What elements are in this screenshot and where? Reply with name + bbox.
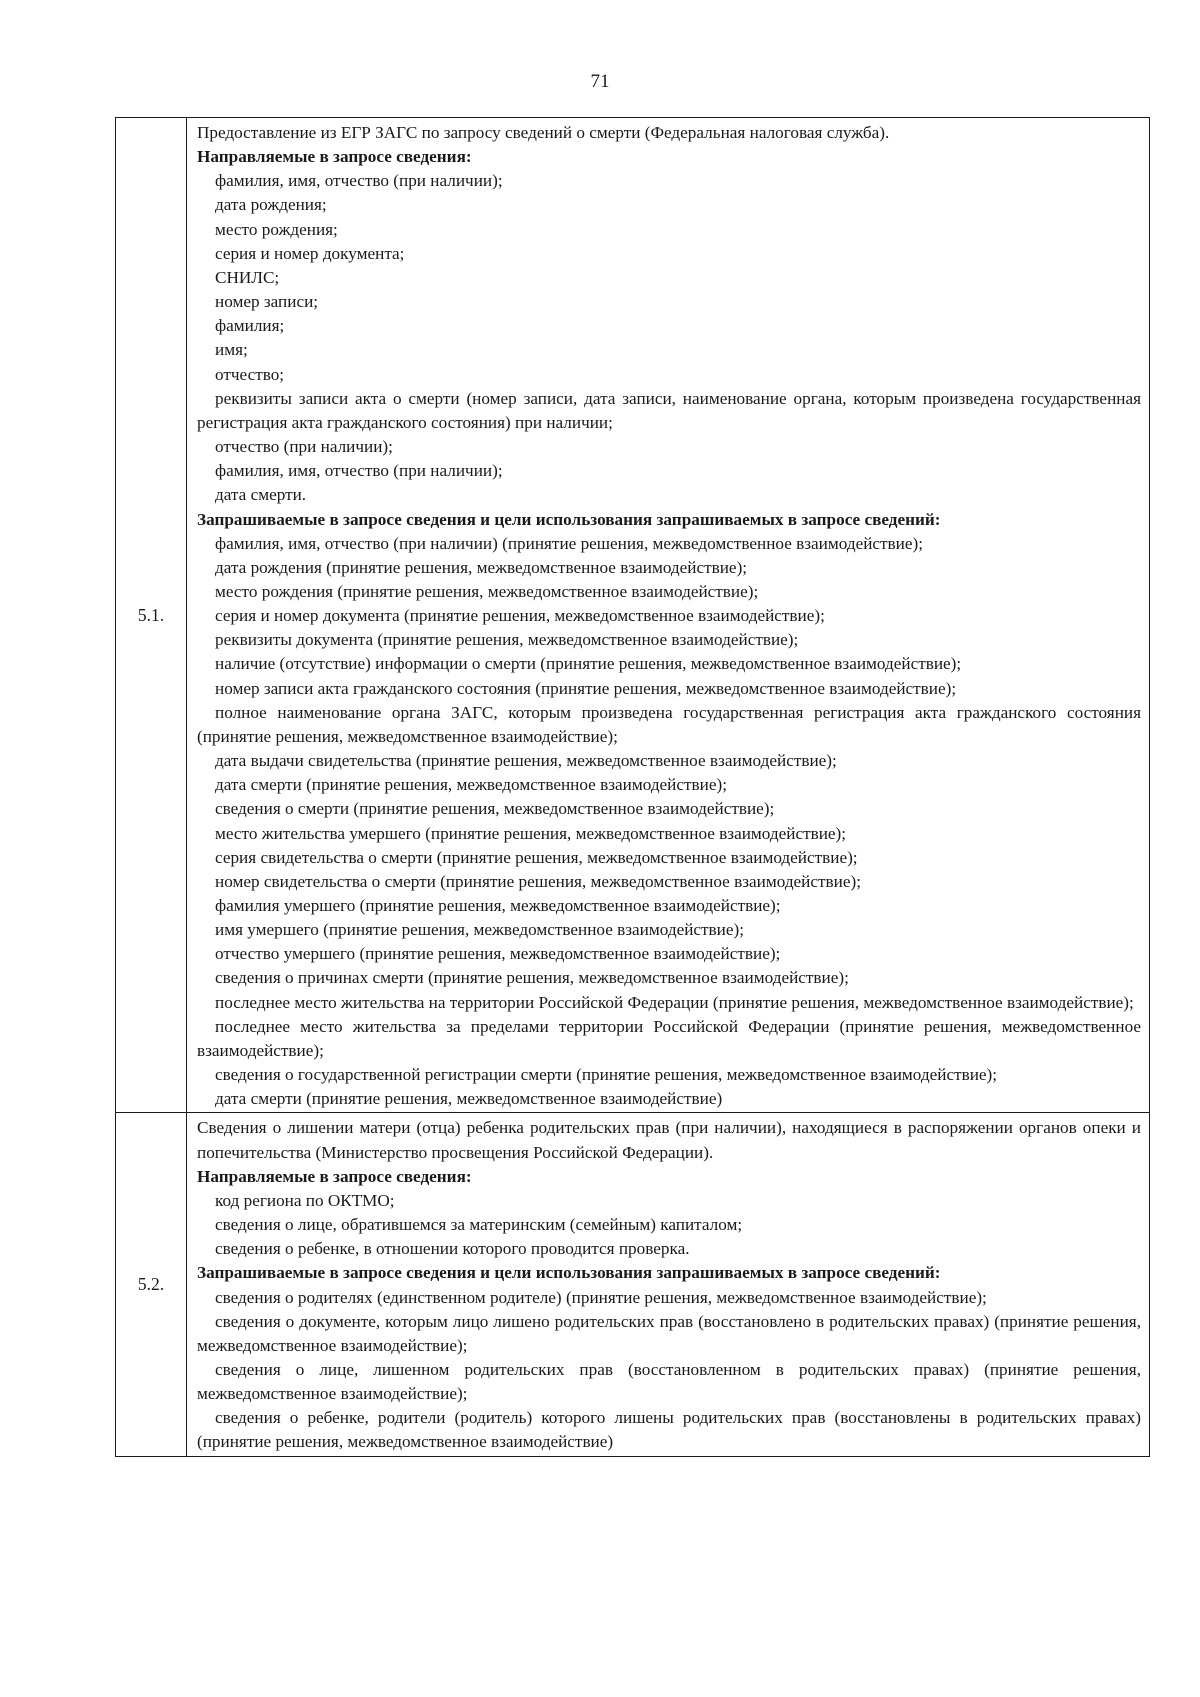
content-paragraph: сведения о лице, обратившемся за материнским (семейным) капиталом;: [215, 1215, 743, 1235]
content-paragraph: отчество;: [215, 364, 285, 384]
content-paragraph: последнее место жительства на территории Российской Федерации (принятие решения, межведомственное взаимодействие);: [215, 992, 1134, 1012]
table-row: [116, 1113, 1150, 1456]
content-paragraph: СНИЛС;: [215, 267, 280, 287]
content-paragraph: фамилия, имя, отчество (при наличии);: [215, 171, 503, 191]
content-paragraph: отчество умершего (принятие решения, межведомственное взаимодействие);: [215, 944, 781, 964]
content-paragraph: сведения о причинах смерти (принятие решения, межведомственное взаимодействие);: [215, 968, 849, 988]
row-content: [187, 1113, 1150, 1456]
content-paragraph: сведения о смерти (принятие решения, межведомственное взаимодействие);: [215, 799, 775, 819]
content-paragraph: дата выдачи свидетельства (принятие решения, межведомственное взаимодействие);: [215, 751, 837, 771]
content-paragraph: отчество (при наличии);: [215, 437, 393, 457]
table-row: [116, 118, 1150, 1113]
content-paragraph: серия и номер документа;: [215, 243, 405, 263]
content-paragraph: дата рождения;: [215, 195, 327, 215]
requirements-table: [115, 117, 1150, 1457]
section-heading: Запрашиваемые в запросе сведения и цели использования запрашиваемых в запросе сведений:: [197, 1263, 941, 1283]
content-paragraph: реквизиты документа (принятие решения, межведомственное взаимодействие);: [215, 630, 799, 650]
content-paragraph: номер свидетельства о смерти (принятие решения, межведомственное взаимодействие);: [215, 871, 861, 891]
content-paragraph: сведения о государственной регистрации смерти (принятие решения, межведомственное взаимодействие);: [215, 1065, 998, 1085]
content-paragraph: дата смерти (принятие решения, межведомственное взаимодействие);: [215, 775, 727, 795]
row-number: 5.2.: [116, 1113, 187, 1456]
content-paragraph: номер записи акта гражданского состояния (принятие решения, межведомственное взаимодействие);: [215, 678, 957, 698]
content-paragraph: дата смерти (принятие решения, межведомственное взаимодействие): [215, 1089, 723, 1109]
content-paragraph: имя;: [215, 340, 248, 360]
content-paragraph: место рождения (принятие решения, межведомственное взаимодействие);: [215, 581, 759, 601]
page-number: 71: [590, 71, 610, 92]
content-paragraph: сведения о лице, лишенном родительских прав (восстановленном в родительских правах) (принятие решения, межведомственное взаимодействие);: [197, 1359, 1141, 1404]
content-paragraph: Предоставление из ЕГР ЗАГС по запросу сведений о смерти (Федеральная налоговая служба).: [197, 123, 890, 142]
content-paragraph: дата смерти.: [215, 485, 307, 505]
section-heading: Запрашиваемые в запросе сведения и цели использования запрашиваемых в запросе сведений:: [197, 509, 941, 529]
content-paragraph: сведения о ребенке, родители (родитель) которого лишены родительских прав (восстановлены в родительских правах) (принятие решения, межведомственное взаимодействие): [197, 1408, 1141, 1452]
content-paragraph: фамилия, имя, отчество (при наличии);: [215, 461, 503, 481]
content-paragraph: сведения о документе, которым лицо лишено родительских прав (восстановлено в родительских правах) (принятие решения, межведомственное взаимодействие);: [197, 1311, 1141, 1355]
content-paragraph: полное наименование органа ЗАГС, которым произведена государственная регистрация акта гражданского состояния (принятие решения, межведомственное взаимодействие);: [197, 702, 1141, 746]
content-paragraph: наличие (отсутствие) информации о смерти (принятие решения, межведомственное взаимодействие);: [215, 654, 962, 674]
table-body: [116, 118, 1150, 1457]
row-content: [187, 118, 1150, 1113]
content-paragraph: сведения о ребенке, в отношении которого проводится проверка.: [215, 1239, 690, 1259]
content-paragraph: серия и номер документа (принятие решения, межведомственное взаимодействие);: [215, 606, 825, 626]
content-paragraph: номер записи;: [215, 292, 319, 312]
content-paragraph: сведения о родителях (единственном родителе) (принятие решения, межведомственное взаимодействие);: [215, 1287, 987, 1307]
content-paragraph: место рождения;: [215, 219, 338, 239]
content-paragraph: серия свидетельства о смерти (принятие решения, межведомственное взаимодействие);: [215, 847, 858, 867]
content-paragraph: Сведения о лишении матери (отца) ребенка родительских прав (при наличии), находящиеся в распоряжении органов опеки и попечительства (Министерство просвещения Российской Федерации).: [197, 1118, 1141, 1162]
content-paragraph: реквизиты записи акта о смерти (номер записи, дата записи, наименование органа, которым произведена государственная регистрация акта гражданского состояния) при наличии;: [197, 388, 1141, 432]
content-paragraph: дата рождения (принятие решения, межведомственное взаимодействие);: [215, 557, 748, 577]
content-paragraph: имя умершего (принятие решения, межведомственное взаимодействие);: [215, 920, 745, 940]
row-number: 5.1.: [116, 118, 187, 1113]
section-heading: Направляемые в запросе сведения:: [197, 147, 472, 167]
content-paragraph: фамилия умершего (принятие решения, межведомственное взаимодействие);: [215, 896, 781, 915]
section-heading: Направляемые в запросе сведения:: [197, 1166, 472, 1186]
content-paragraph: фамилия, имя, отчество (при наличии) (принятие решения, межведомственное взаимодействие);: [215, 533, 924, 553]
content-paragraph: место жительства умершего (принятие решения, межведомственное взаимодействие);: [215, 823, 847, 843]
content-paragraph: код региона по ОКТМО;: [215, 1190, 395, 1210]
content-paragraph: фамилия;: [215, 316, 285, 336]
content-paragraph: последнее место жительства за пределами территории Российской Федерации (принятие решения, межведомственное взаимодействие);: [197, 1016, 1141, 1060]
